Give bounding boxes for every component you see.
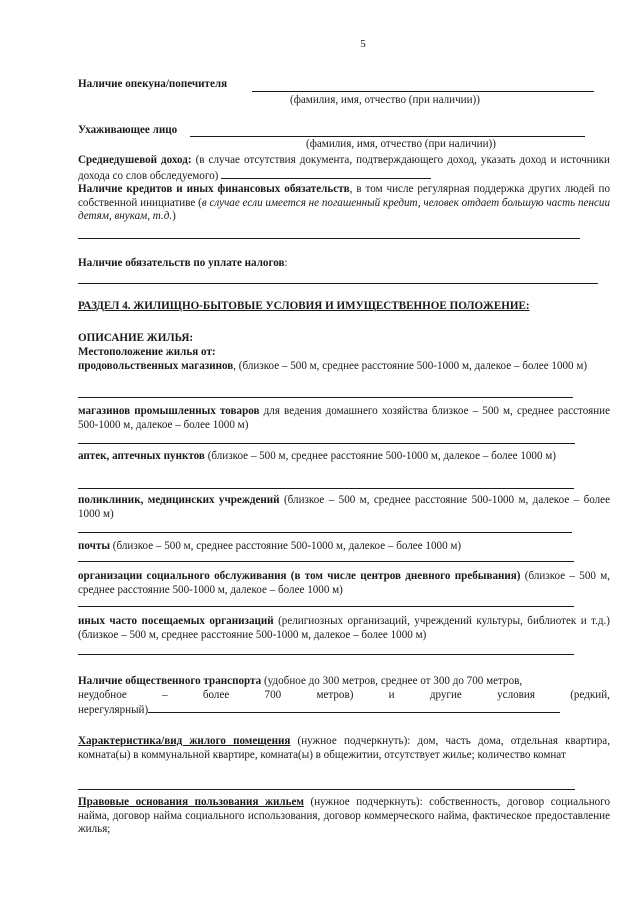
transport-word: и — [388, 688, 395, 701]
taxes-input-line[interactable] — [78, 283, 598, 284]
credits-italic-note: в случае если имеется не погашенный кредит, человек отдает большую часть пенсии детям, внукам, т.д. — [78, 196, 610, 223]
location-industrial — [78, 405, 610, 432]
income-input-line[interactable] — [221, 168, 431, 179]
transport-word: метров) — [316, 688, 354, 701]
dwelling-input-line[interactable] — [78, 789, 575, 790]
guardian-hint: (фамилия, имя, отчество (при наличии)) — [290, 94, 480, 106]
housing-title: ОПИСАНИЕ ЖИЛЬЯ: — [78, 332, 194, 344]
location-social-service — [78, 570, 610, 597]
dwelling-label: Характеристика/вид жилого помещения — [78, 735, 291, 747]
caregiver-hint: (фамилия, имя, отчество (при наличии)) — [306, 138, 496, 150]
transport-line1: (удобное до 300 метров, среднее от 300 до 700 метров, — [261, 675, 523, 687]
credits-text: , в том числе регулярная поддержка других людей по собственной инициативе ( — [78, 183, 611, 209]
guardian-label: Наличие опекуна/попечителя — [78, 78, 228, 90]
location-label: аптек, аптечных пунктов — [78, 450, 205, 462]
page-number: 5 — [360, 38, 366, 50]
location-label: организации социального обслуживания (в том числе центров дневного пребывания) — [78, 570, 521, 582]
credits-label: Наличие кредитов и иных финансовых обязательств — [78, 183, 350, 195]
taxes-label: Наличие обязательств по уплате налогов — [78, 257, 285, 269]
dwelling-text: (нужное подчеркнуть): дом, часть дома, отдельная квартира, комната(ы) в коммунальной квартире, комната(ы) в общежитии, отсутствует жилье; количество комнат — [78, 735, 610, 761]
location-other-orgs-input-line[interactable] — [78, 654, 574, 655]
caregiver-input-line[interactable] — [190, 136, 585, 137]
caregiver-label: Ухаживающее лицо — [78, 124, 178, 136]
transport-field — [78, 675, 610, 718]
transport-line2 — [78, 689, 610, 703]
location-label: почты — [78, 540, 111, 552]
location-label: иных часто посещаемых организаций — [78, 615, 274, 627]
section4-title: РАЗДЕЛ 4. ЖИЛИЩНО-БЫТОВЫЕ УСЛОВИЯ И ИМУЩЕСТВЕННОЕ ПОЛОЖЕНИЕ: — [78, 300, 530, 312]
location-post — [78, 540, 610, 554]
guardian-input-line[interactable] — [252, 91, 594, 92]
location-clinic-input-line[interactable] — [78, 532, 572, 533]
location-other-orgs — [78, 615, 610, 642]
transport-line3: нерегулярный) — [78, 704, 149, 717]
location-pharmacy-input-line[interactable] — [78, 488, 574, 489]
location-text: (близкое – 500 м, среднее расстояние 500-1000 м, далекое – более 1000 м) — [204, 450, 556, 462]
location-grocery-input-line[interactable] — [78, 397, 573, 398]
legal-field — [78, 796, 610, 837]
legal-label: Правовые основания пользования жильем — [78, 796, 304, 808]
location-text: (близкое – 500 м, среднее расстояние 500-1000 м, далекое – более 1000 м) — [78, 570, 610, 596]
transport-word: – — [162, 688, 168, 701]
location-text: для ведения домашнего хозяйства близкое – 500 м, среднее расстояние 500-1000 м, далекое – более 1000 м) — [78, 405, 610, 431]
taxes-field — [78, 257, 610, 271]
location-industrial-input-line[interactable] — [78, 443, 575, 444]
location-label: магазинов промышленных товаров — [78, 405, 260, 417]
transport-word: 700 — [264, 688, 282, 701]
credits-field — [78, 183, 610, 224]
location-pharmacy — [78, 450, 610, 464]
taxes-colon: : — [284, 257, 288, 269]
location-label: поликлиник, медицинских учреждений — [78, 494, 280, 506]
transport-word: более — [202, 688, 230, 701]
housing-heading — [78, 332, 610, 359]
guardian-field — [78, 78, 610, 92]
income-text: (в случае отсутствия документа, подтверждающего доход, указать доход и источники дохода со слов обследуемого) — [78, 154, 610, 182]
legal-text: (нужное подчеркнуть): собственность, договор социального найма, договор найма социального использования, договор коммерческого найма, фактическое предоставление жилья; — [78, 796, 611, 836]
credits-input-line[interactable] — [78, 238, 580, 239]
income-label: Среднедушевой доход: — [78, 154, 192, 166]
transport-input-line-a[interactable] — [148, 702, 314, 713]
location-social-service-input-line[interactable] — [78, 606, 574, 607]
transport-word: (редкий, — [570, 688, 610, 701]
housing-location-label: Местоположение жилья от: — [78, 345, 216, 358]
income-field — [78, 154, 610, 183]
dwelling-field — [78, 735, 610, 762]
transport-input-line-b[interactable] — [314, 702, 560, 713]
location-text: , (близкое – 500 м, среднее расстояние 500-1000 м, далекое – более 1000 м) — [233, 360, 588, 372]
location-post-input-line[interactable] — [78, 561, 574, 562]
transport-word: условия — [497, 688, 535, 701]
location-text: (близкое – 500 м, среднее расстояние 500-1000 м, далекое – более 1000 м) — [110, 540, 462, 552]
location-clinic — [78, 494, 610, 521]
location-text: (близкое – 500 м, среднее расстояние 500-1000 м, далекое – более 1000 м) — [78, 494, 610, 520]
transport-label: Наличие общественного транспорта — [78, 675, 262, 687]
section4-heading — [78, 300, 610, 314]
transport-word: неудобное — [78, 688, 127, 701]
location-label: продовольственных магазинов — [78, 360, 234, 372]
location-text: (религиозных организаций, учреждений культуры, библиотек и т.д.) (близкое – 500 м, среднее расстояние 500-1000 м, далекое – более 1000 м) — [78, 615, 610, 641]
credits-close: ) — [172, 210, 176, 223]
location-grocery — [78, 360, 610, 374]
transport-word: другие — [429, 688, 462, 701]
